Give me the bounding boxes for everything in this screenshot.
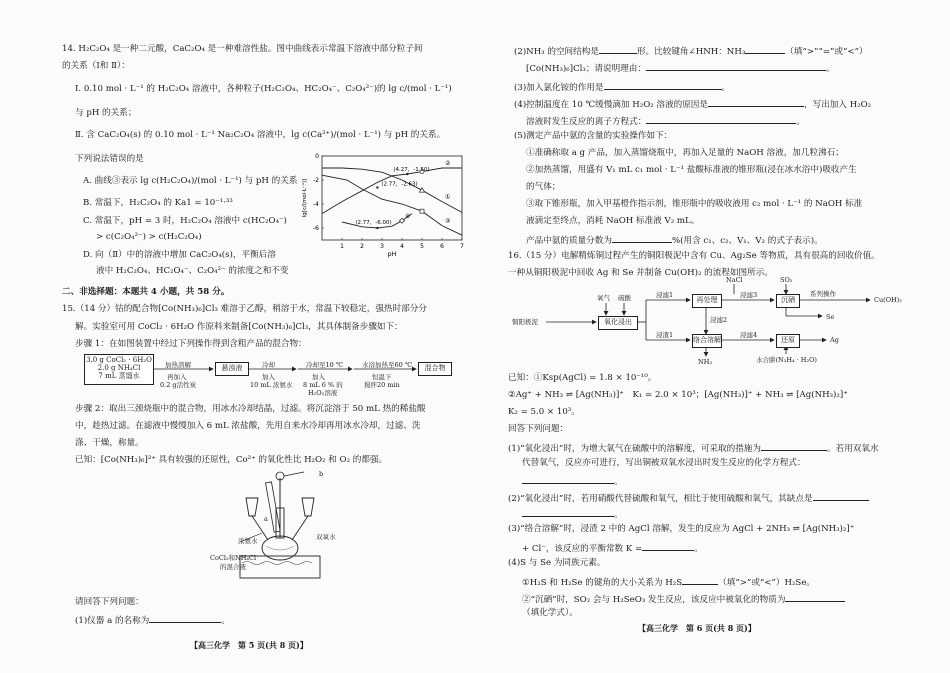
- q16-q4-2-blank: [785, 592, 845, 602]
- q16-flow-source: 铜阳极泥: [512, 318, 538, 326]
- flow-node-mixture: 混合物: [418, 362, 452, 376]
- q16-q2-a: (2)“氧化浸出”时，若用硝酸代替硫酸和氧气，相比于使用硫酸和氧气，其缺点是: [508, 494, 813, 504]
- apparatus-label-ammonia: 浓氨水: [238, 537, 258, 545]
- chart-ytick-label: -2: [313, 177, 319, 184]
- q16-q3-line1: (3)“络合溶解”时，浸渣 2 中的 AgCl 溶解，发生的反应为 AgCl + 2NH₃ ⇌ [Ag(NH₃)₂]⁺: [508, 524, 855, 534]
- q16-known2: ②Ag⁺ + NH₃ ⇌ [Ag(NH₃)]⁺ K₁ = 2.0 × 10³；[Ag(NH₃)]⁺ + NH₃ ⇌ [Ag(NH₃)₂]⁺: [508, 390, 848, 400]
- q16-flow-j4: 浸渣1: [656, 331, 674, 339]
- q16-q1-line2: 代替氧气，反应亦可进行，写出铜被双氧水浸出时发生反应的化学方程式：: [522, 458, 806, 468]
- chart-annotation-label: (2.77，-6.00): [355, 220, 392, 226]
- q16-line2: 一种从铜阳极泥中回收 Ag 和 Se 并制备 Cu(OH)₂ 的流程如图所示。: [508, 268, 773, 278]
- q15-q4-line2: 溶液时发生反应的离子方程式： 。: [526, 114, 805, 128]
- flow-arrow3-bot3: H₂O₂溶液: [308, 389, 338, 397]
- flow-arrow4-bot2: 搅拌20 min: [364, 381, 400, 389]
- q15-q3: (3)加入氯化铵的作用是 。: [514, 80, 730, 94]
- apparatus-label-h2o2: 双氧水: [316, 533, 336, 541]
- q15-q2-b: 形。比较键角∠HNH：NH₃: [636, 47, 746, 57]
- q16-flow-nh3: NH₃: [698, 358, 712, 366]
- q16-flow-ag: Ag: [830, 336, 839, 344]
- chart-xtick-label: 4: [400, 243, 404, 250]
- q15-step2-line3: 涤、干燥，称量。: [75, 438, 144, 448]
- q16-q3-b: + Cl⁻，该反应的平衡常数 K =: [522, 544, 643, 554]
- q16-q3-blank: [642, 541, 694, 551]
- chart-series-4-label: ④: [405, 212, 411, 220]
- apparatus-label-b: b: [319, 470, 324, 478]
- q14-option-c2: > c(C₂O₄²⁻) > c(H₂C₂O₄): [96, 232, 202, 242]
- q16-flow-j5: 浸滤4: [740, 331, 758, 339]
- q16-q4-1-b: （填“>”或“<”）H₂Se。: [718, 578, 815, 588]
- q15-q5-step3a: ③取下锥形瓶，加入甲基橙作指示剂，锥形瓶中的吸收液用 c₂ mol · L⁻¹ 的 NaOH 标准: [526, 199, 863, 209]
- q16-q2-blank2: [522, 507, 614, 517]
- flow-arrow3-bot1: 加入: [312, 373, 325, 381]
- chart-xtick-label: 2: [360, 243, 364, 250]
- q15-q1-blank: [149, 613, 221, 623]
- q16-flow-j2: 浸滤2: [710, 316, 728, 324]
- q15-q5-step2a: ②加热蒸馏，用盛有 V₁ mL c₁ mol · L⁻¹ 盐酸标准液的锥形瓶(浸在冰水浴中)吸收产生: [526, 165, 857, 175]
- flow-node-suspension: 悬浊液: [215, 362, 249, 376]
- q15-q5-result-b: %(用含 c₁、c₂、V₁、V₂ 的式子表示)。: [671, 236, 823, 246]
- chart-xtick-label: 5: [420, 243, 424, 250]
- q14-line2: 的关系（Ⅰ和 Ⅱ）：: [62, 61, 130, 71]
- flow-arrow2-bot2: 10 mL 浓氨水: [250, 381, 293, 389]
- flow-start-line2: 2.0 g NH₄Cl: [97, 364, 141, 372]
- q16-flow-cuoh: Cu(OH)₂: [874, 296, 902, 304]
- q16-flow-o2: 氧气: [597, 294, 610, 302]
- chart-ytick-label: -4: [313, 201, 319, 208]
- flow-arrow3-bot2: 8 mL 6 % 的: [303, 381, 343, 389]
- flow-arrow1-bot2: 0.2 g活性炭: [160, 381, 197, 389]
- q16-q4-2-a: ②“沉硒”时，SO₂ 会与 H₂SeO₃ 发生反应，该反应中被氧化的物质为: [522, 595, 786, 605]
- q16-known3: K₂ = 5.0 × 10³。: [508, 407, 580, 417]
- q16-flow-selenium-ppt: 沉硒: [776, 294, 800, 308]
- chart-series-3-label: ③: [445, 217, 451, 225]
- chart-xtick-label: 6: [440, 243, 444, 250]
- chart-series-2-label: ②: [445, 160, 451, 167]
- flow-start-line1: 3.0 g CoCl₂ · 6H₂O: [86, 356, 152, 364]
- flow-arrow4-top: 水浴加热至60 ℃: [362, 361, 413, 369]
- q15-q2-d: [Co(NH₃)₆]Cl₃；请说明理由：: [526, 64, 646, 74]
- section-2-heading: 二、非选择题：本题共 4 小题，共 58 分。: [62, 287, 230, 297]
- q15-q1-text: (1)仪器 a 的名称为: [75, 616, 150, 626]
- flow-arrow4-bot1: 恒温下: [372, 373, 392, 381]
- left-footer: 【高三化学 第 5 页(共 8 页)】: [190, 640, 308, 650]
- q16-flow-series: 系列操作: [810, 290, 836, 298]
- q15-q5-step2b: 的气体；: [526, 182, 561, 192]
- q16-flow-h2so4: 硫酸: [618, 294, 631, 302]
- flow-arrow1-bot1: 再加入: [167, 373, 187, 381]
- q16-line1: 16.（15 分）电解精炼铜过程产生的铜阳极泥中含有 Cu、Ag₂Se 等物质，具有很高的回收价值。: [508, 251, 880, 261]
- q15-q2-a: (2)NH₃ 的空间结构是: [514, 47, 599, 57]
- q14-option-d2: 液中 H₂C₂O₄、HC₂O₄⁻、C₂O₄²⁻ 的浓度之和不变: [96, 266, 289, 276]
- q14-option-b: B. 常温下，H₂C₂O₄ 的 Ka1 = 10⁻¹·³³: [83, 198, 233, 208]
- q16-q4-2-line2: （填化学式）。: [522, 608, 578, 618]
- flow-arrows: [0, 0, 478, 400]
- q16-ask: 回答下列问题：: [508, 424, 569, 434]
- apparatus-label-mix1: CoCl₂和NH₄Cl: [210, 554, 257, 562]
- q15-q4-b: ，写出加入 H₂O₂: [804, 100, 872, 110]
- q15-q3-text: (3)加入氯化铵的作用是: [514, 83, 604, 93]
- q16-q4-2: [522, 592, 845, 606]
- q15-line1: 15.（14 分）钴的配合物[Co(NH₃)₆]Cl₃ 难溶于乙醇，稍溶于水，常温下较稳定，强热时部分分: [62, 304, 427, 314]
- q16-q1-line3: 。: [522, 474, 623, 488]
- q15-q5-step1: ①准确称取 a g 产品，加入蒸馏烧瓶中，再加入足量的 NaOH 溶液，加几粒沸石；: [526, 148, 844, 158]
- chart-xtick-label: 1: [340, 243, 344, 250]
- q14-line6: 下列说法错误的是: [75, 154, 144, 164]
- q14-line3: Ⅰ. 0.10 mol · L⁻¹ 的 H₂C₂O₄ 溶液中，各种粒子(H₂C₂O₄、HC₂O₄⁻、C₂O₄²⁻)的 lg c/(mol · L⁻¹): [75, 84, 452, 94]
- q16-flow-j1: 浸滤1: [656, 291, 674, 299]
- q16-flow-se: Se: [826, 313, 835, 321]
- chart-xlabel: pH: [387, 250, 397, 258]
- q15-q5: (5)测定产品中氨的含量的实验操作如下：: [514, 131, 673, 141]
- q16-flow-oxidize: 氧化浸出: [598, 316, 638, 330]
- q16-q2-blank1: [813, 491, 869, 501]
- q15-ask: 请回答下列问题：: [75, 597, 144, 607]
- right-footer: 【高三化学 第 6 页(共 8 页)】: [638, 623, 756, 633]
- flow-arrow2-bot1: 加入: [262, 373, 275, 381]
- q15-q5-step3b: 液滴定至终点，消耗 NaOH 标准液 V₂ mL。: [526, 216, 700, 226]
- q14-option-a: A. 曲线③表示 lg c(H₂C₂O₄)/(mol · L⁻¹) 与 pH 的关系: [83, 176, 298, 186]
- q15-q2-line2: [Co(NH₃)₆]Cl₃；请说明理由： 。: [526, 61, 835, 75]
- q16-q4-1-blank: [682, 575, 718, 585]
- q16-q2-line1: [508, 491, 869, 505]
- q15-q1: (1)仪器 a 的名称为 。: [75, 613, 230, 627]
- chart-xtick-label: 7: [460, 243, 464, 250]
- q16-flow-reduce: 还原: [776, 334, 800, 348]
- q16-q4: (4)S 与 Se 为同族元素。: [508, 558, 606, 568]
- q14-line4: 与 pH 的关系；: [75, 108, 137, 118]
- q15-known: 已知：[Co(NH₃)₆]²⁺ 具有较强的还原性，Co²⁺ 的氧化性比 H₂O₂ 和 O₂ 的都强。: [75, 455, 388, 465]
- q15-q5-result-a: 产品中氨的质量分数为: [526, 236, 612, 246]
- q14-option-c1: C. 常温下，pH = 3 时，H₂C₂O₄ 溶液中 c(HC₂O₄⁻): [83, 216, 287, 226]
- q15-q4-c: 溶液时发生反应的离子方程式：: [526, 117, 647, 127]
- q16-flow-complex: 络合溶解: [692, 334, 722, 348]
- chart-ytick-label: -6: [313, 225, 319, 232]
- q14-line1: 14. H₂C₂O₄ 是一种二元酸，CaC₂O₄ 是一种难溶性盐。图中曲线表示常温下溶液中部分粒子间: [62, 44, 423, 54]
- chart-series-1-label: ①: [445, 193, 451, 201]
- q16-q4-1-a: ①H₂S 和 H₂Se 的键角的大小关系为 H₂S: [522, 578, 683, 588]
- q15-step1: 步骤 1：在如图装置中经过下列操作得到含粗产品的混合物：: [75, 339, 307, 349]
- q16-flow-n2h4: 水合肼(N₂H₄ · H₂O): [756, 356, 817, 364]
- q16-flow-nacl: NaCl: [726, 276, 743, 284]
- q15-q2-c: （填“>”“=”或“<”）: [785, 47, 868, 57]
- q16-q1-a: (1)“氧化浸出”时，为增大氧气在硫酸中的溶解度，可采取的措施为: [508, 444, 761, 454]
- apparatus-label-a: a: [264, 515, 268, 523]
- chart-annotation-label: (4.27，-1.50): [393, 167, 430, 173]
- q16-flow-j3: 浸滤3: [740, 291, 758, 299]
- right-page: [478, 0, 950, 673]
- q16-q3-line2: + Cl⁻，该反应的平衡常数 K = 。: [522, 541, 703, 555]
- q16-flow-so2: SO₂: [780, 276, 793, 284]
- q15-line2: 解。实验室可用 CoCl₂ · 6H₂O 作原料来制备[Co(NH₃)₆]Cl₃，其具体制备步骤如下：: [75, 322, 403, 332]
- q15-step2-line2: 中，趁热过滤。在滤液中慢慢加入 6 mL 浓盐酸，先用自来水冷却再用冰水冷却，过滤、洗: [75, 421, 421, 431]
- q16-q1-line1: [508, 441, 879, 455]
- q14-option-d1: D. 向（Ⅱ）中的溶液中增加 CaC₂O₄(s)，平衡后溶: [83, 250, 276, 260]
- q16-q2-line2: 。: [522, 507, 623, 521]
- q16-known1: 已知：①Ksp(AgCl) = 1.8 × 10⁻¹⁰。: [508, 373, 657, 383]
- chart-annotation-label: (2.77，-2.63): [381, 181, 418, 188]
- flow-start-line3: 7 mL 蒸馏水: [98, 372, 140, 380]
- chart-ylabel: lg[c/(mol·L⁻¹)]: [302, 178, 308, 218]
- flow-arrow3-top: 冷却至10 ℃: [306, 361, 344, 369]
- q14-line5: Ⅱ. 含 CaC₂O₄(s) 的 0.10 mol · L⁻¹ Na₂C₂O₄ 溶液中，lg c(Ca²⁺)/(mol · L⁻¹) 与 pH 的关系。: [75, 130, 446, 140]
- q15-q4-a: (4)控制温度在 10 ℃缓慢滴加 H₂O₂ 溶液的原因是: [514, 100, 708, 110]
- q16-q1-blank2: [522, 474, 614, 484]
- chart-ytick-label: 0: [315, 153, 319, 160]
- flow-arrow1-top: 加热溶解: [165, 361, 191, 369]
- q16-q4-1: [522, 575, 815, 589]
- q16-q1-blank1: [761, 441, 827, 451]
- q15-step2-line1: 步骤 2：取出三颈烧瓶中的混合物，用冰水冷却结晶，过滤。将沉淀溶于 50 mL 热的稀盐酸: [75, 404, 426, 414]
- flow-arrow2-top: 冷却: [262, 361, 275, 369]
- q16-flow-reprocess: 再处理: [692, 294, 722, 308]
- chart-xtick-label: 3: [380, 243, 384, 250]
- q16-q1-b: 。若用双氧水: [827, 444, 879, 454]
- apparatus-label-mix2: 的混合液: [220, 563, 246, 571]
